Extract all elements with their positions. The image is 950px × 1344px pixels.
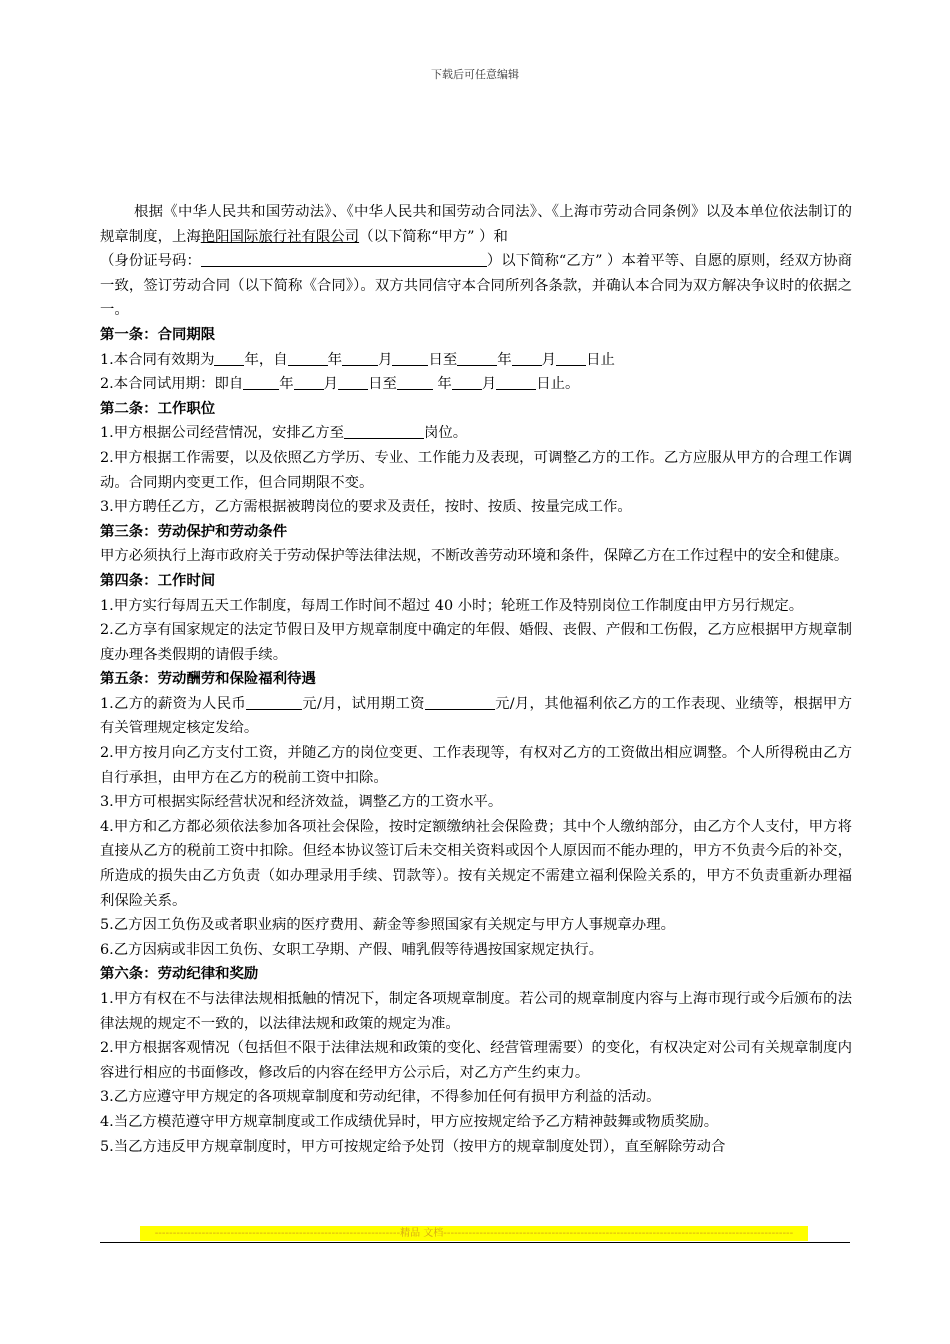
- article-5-line-4: 4.甲方和乙方都必须依法参加各项社会保险，按时定额缴纳社会保险费；其中个人缴纳部分，由乙方个人支付，甲方将直接从乙方的税前工资中扣除。但经本协议签订后未交相关资料或因个人原因而不能办理的，甲方不负责今后的补交，所造成的损失由乙方负责（如办理录用手续、罚款等）。按有关规定不需建立福利保险关系的，甲方不负责重新办理福利保险关系。: [100, 818, 852, 909]
- article-6-line-1: 1.甲方有权在不与法律法规相抵触的情况下，制定各项规章制度。若公司的规章制度内容与上海市现行或今后颁布的法律法规的规定不一致的，以法律法规和政策的规定为准。: [100, 991, 852, 1032]
- article-3-title: 第三条：劳动保护和劳动条件: [100, 523, 288, 540]
- article-6-line-3: 3.乙方应遵守甲方规定的各项规章制度和劳动纪律，不得参加任何有损甲方利益的活动。: [100, 1089, 661, 1106]
- intro-text-2: （以下简称“甲方” ）和: [359, 228, 508, 245]
- article-6-line-4: 4.当乙方模范遵守甲方规章制度或工作成绩优异时，甲方应按规定给予乙方精神鼓舞或物质奖励。: [100, 1113, 719, 1130]
- page-header: 下载后可任意编辑: [431, 68, 519, 81]
- footer-banner: --------------------------------------------------------------------精品 文档-------------------------------------------------------------------------------------------------: [140, 1226, 808, 1241]
- article-1-title: 第一条：合同期限: [100, 326, 216, 343]
- article-6-line-5: 5.当乙方违反甲方规章制度时，甲方可按规定给予处罚（按甲方的规章制度处罚），直至解除劳动合: [100, 1138, 726, 1155]
- article-1-line-2: 2.本合同试用期：即自 年 月 日至 年 月 日止。: [100, 376, 580, 393]
- company-name: 艳阳国际旅行社有限公司: [200, 228, 360, 245]
- article-5-line-6: 6.乙方因病或非因工负伤、女职工孕期、产假、哺乳假等待遇按国家规定执行。: [100, 941, 604, 958]
- article-5-line-3: 3.甲方可根据实际经营状况和经济效益，调整乙方的工资水平。: [100, 794, 503, 811]
- article-5-line-1: 1.乙方的薪资为人民币 元/月，试用期工资 元/月，其他福利依乙方的工作表现、业绩等，根据甲方有关管理规定核定发给。: [100, 695, 852, 737]
- article-5-title: 第五条：劳动酬劳和保险福利待遇: [100, 671, 316, 688]
- article-2-title: 第二条：工作职位: [100, 400, 216, 417]
- article-2-line-1: 1.甲方根据公司经营情况，安排乙方至 岗位。: [100, 425, 468, 442]
- document-body: [100, 200, 852, 1159]
- id-number-blank: [201, 252, 487, 267]
- article-2-line-2: 2.甲方根据工作需要，以及依照乙方学历、专业、工作能力及表现，可调整乙方的工作。乙方应服从甲方的合理工作调动。合同期内变更工作，但合同期限不变。: [100, 449, 852, 491]
- intro-text-1: 根据《中华人民共和国劳动法》、《中华人民共和国劳动合同法》、《上海市劳动合同条例》以及本单位依法制订的规章制度，上海: [100, 204, 852, 245]
- article-6-line-2: 2.甲方根据客观情况（包括但不限于法律法规和政策的变化、经营管理需要）的变化，有权决定对公司有关规章制度内容进行相应的书面修改，修改后的内容在经甲方公示后，对乙方产生约束力。: [100, 1040, 852, 1081]
- article-6-title: 第六条：劳动纪律和奖励: [100, 966, 259, 983]
- intro-text-4: ）以下简称“乙方” ）本着平等、自愿的原则，经双方协商一致，签订劳动合同（以下简称《合同》）。双方共同信守本合同所列各条款，并确认本合同为双方解决争议时的依据之一。: [100, 253, 852, 319]
- article-4-line-1: 1.甲方实行每周五天工作制度，每周工作时间不超过 40 小时；轮班工作及特别岗位工作制度由甲方另行规定。: [100, 597, 804, 614]
- footer-divider: [100, 1242, 850, 1243]
- article-4-line-2: 2.乙方享有国家规定的法定节假日及甲方规章制度中确定的年假、婚假、丧假、产假和工伤假，乙方应根据甲方规章制度办理各类假期的请假手续。: [100, 622, 852, 663]
- article-4-title: 第四条：工作时间: [100, 572, 216, 589]
- article-2-line-3: 3.甲方聘任乙方，乙方需根据被聘岗位的要求及责任，按时、按质、按量完成工作。: [100, 499, 632, 516]
- article-3-line-1: 甲方必须执行上海市政府关于劳动保护等法律法规，不断改善劳动环境和条件，保障乙方在工作过程中的安全和健康。: [100, 548, 849, 565]
- article-1-line-1: 1.本合同有效期为 年，自 年 月 日至 年 月 日止: [100, 351, 615, 368]
- intro-paragraph: [100, 200, 852, 323]
- article-5-line-5: 5.乙方因工负伤及或者职业病的医疗费用、薪金等参照国家有关规定与甲方人事规章办理。: [100, 917, 675, 934]
- article-5-line-2: 2.甲方按月向乙方支付工资，并随乙方的岗位变更、工作表现等，有权对乙方的工资做出相应调整。个人所得税由乙方自行承担，由甲方在乙方的税前工资中扣除。: [100, 745, 852, 786]
- intro-text-3: （身份证号码：: [100, 253, 201, 270]
